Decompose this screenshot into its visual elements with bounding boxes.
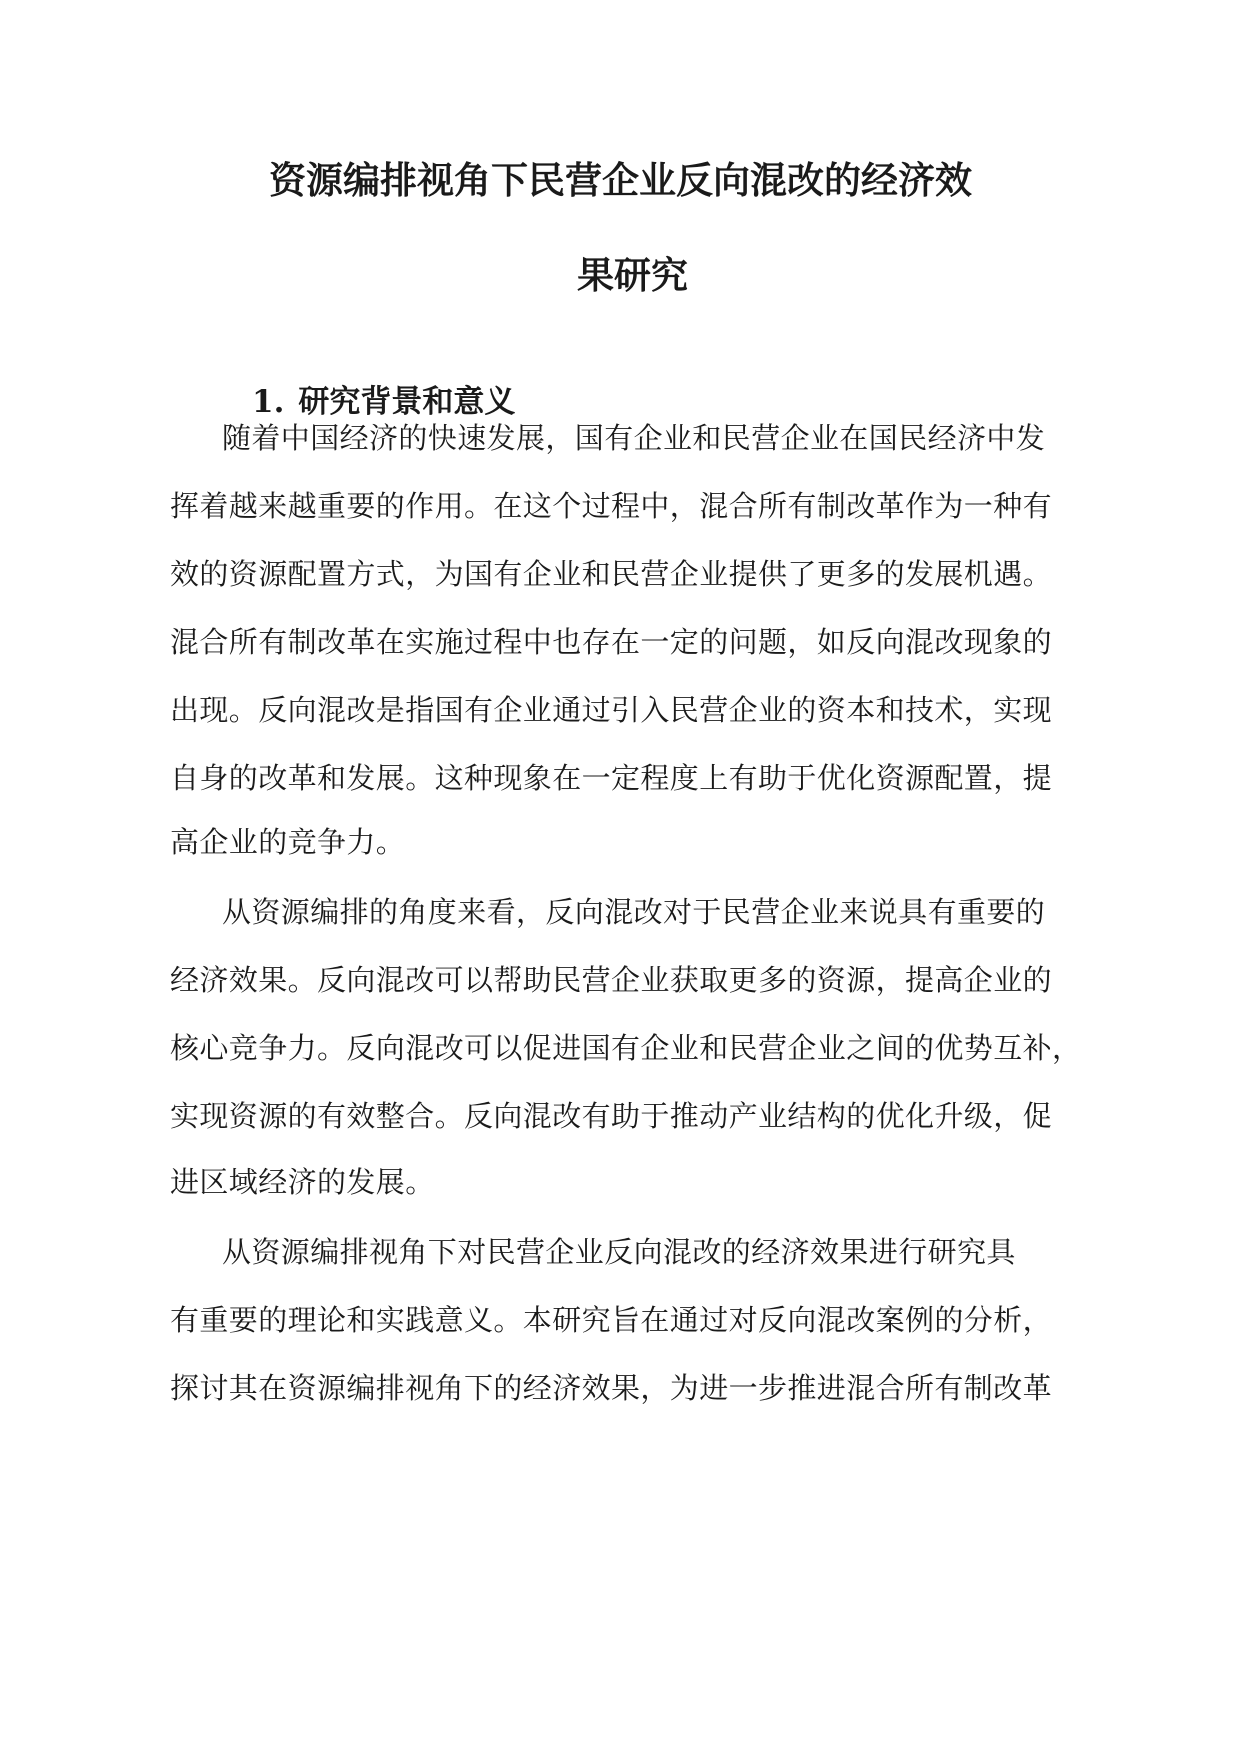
paragraph-2-line-3: 核心竞争力。反向混改可以促进国有企业和民营企业之间的优势互补， <box>170 1031 1082 1065</box>
document-title-line-2: 果研究 <box>577 254 688 297</box>
paragraph-2-line-2: 经济效果。反向混改可以帮助民营企业获取更多的资源，提高企业的 <box>170 963 1053 997</box>
paragraph-1-line-7: 高企业的竞争力。 <box>170 825 406 859</box>
section-heading <box>252 376 515 421</box>
paragraph-2-line-1: 从资源编排的角度来看，反向混改对于民营企业来说具有重要的 <box>222 895 1046 929</box>
paragraph-3-line-3: 探讨其在资源编排视角下的经济效果，为进一步推进混合所有制改革 <box>170 1371 1053 1405</box>
paragraph-1-line-6: 自身的改革和发展。这种现象在一定程度上有助于优化资源配置，提 <box>170 761 1053 795</box>
paragraph-1-line-5: 出现。反向混改是指国有企业通过引入民营企业的资本和技术，实现 <box>170 693 1053 727</box>
paragraph-2-line-4: 实现资源的有效整合。反向混改有助于推动产业结构的优化升级，促 <box>170 1099 1053 1133</box>
paragraph-2-line-5: 进区域经济的发展。 <box>170 1165 435 1199</box>
document-title-line-1: 资源编排视角下民营企业反向混改的经济效 <box>269 159 972 202</box>
paragraph-1-line-1: 随着中国经济的快速发展，国有企业和民营企业在国民经济中发 <box>222 421 1046 455</box>
paragraph-1-line-4: 混合所有制改革在实施过程中也存在一定的问题，如反向混改现象的 <box>170 625 1053 659</box>
paragraph-1-line-3: 效的资源配置方式，为国有企业和民营企业提供了更多的发展机遇。 <box>170 557 1053 591</box>
paragraph-3-line-2: 有重要的理论和实践意义。本研究旨在通过对反向混改案例的分析， <box>170 1303 1053 1337</box>
section-heading-text: 研究背景和意义 <box>298 384 516 420</box>
section-number: 1. <box>252 384 285 420</box>
paragraph-1-line-2: 挥着越来越重要的作用。在这个过程中，混合所有制改革作为一种有 <box>170 489 1053 523</box>
paragraph-3-line-1: 从资源编排视角下对民营企业反向混改的经济效果进行研究具 <box>222 1235 1016 1269</box>
